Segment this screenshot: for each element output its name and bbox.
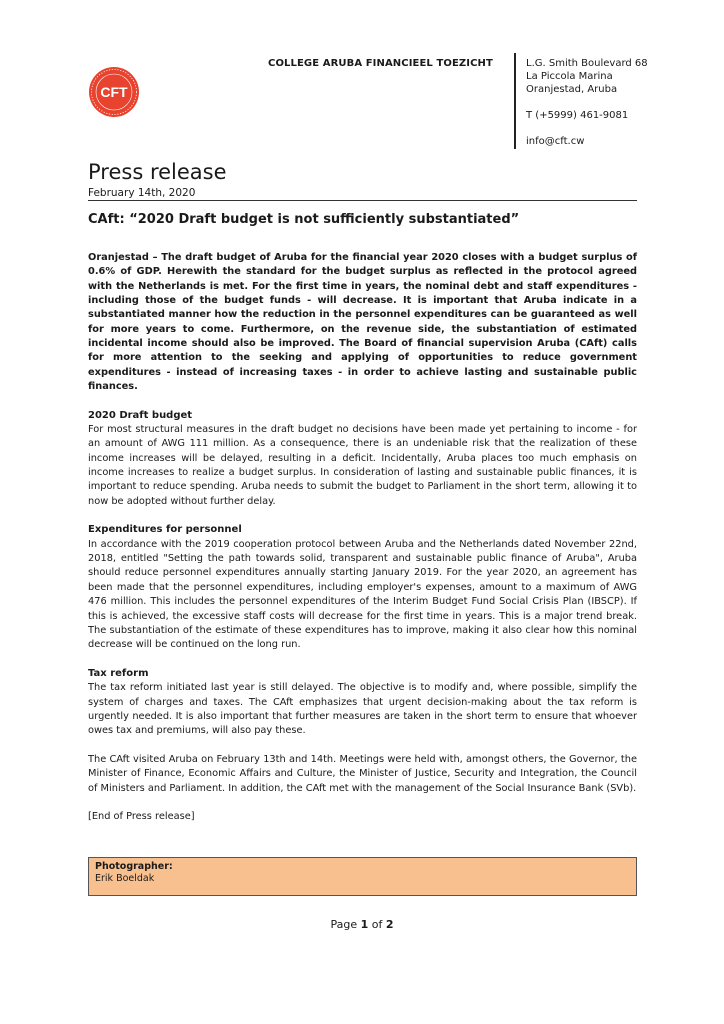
phone-number: T (+5999) 461-9081 <box>526 110 629 121</box>
of-word: of <box>371 918 383 931</box>
photographer-box <box>88 857 637 896</box>
photographer-name: Erik Boeldak <box>95 873 155 884</box>
section-text-tax-reform: The tax reform initiated last year is still delayed. The objective is to modify and, where possible, simplify the system of charges and taxes. The CAft emphasizes that urgent decision-making about the tax reform is urgently needed. It is also important that further measures are taken in the short term to ensure that whoever owes tax and premiums, will also pay these. <box>88 682 637 737</box>
lead-paragraph: Oranjestad – The draft budget of Aruba for the financial year 2020 closes with a budget surplus of 0.6% of GDP. Herewith the standard for the budget surplus as reflected in the protocol agreed with the Netherlands is met. For the first time in years, the nominal debt and staff expenditures - including those of the budget funds - will decrease. It is important that Aruba indicate in a substantiated manner how the reduction in the personnel expenditures can be guaranteed as well for more years to come. Furthermore, on the revenue side, the substantiation of estimated incidental income should also be improved. The Board of financial supervision Aruba (CAft) calls for more attention to the seeking and applying of opportunities to reduce government expenditures - instead of increasing taxes - in order to achieve lasting and sustainable public finances. <box>88 252 637 393</box>
section-text-personnel: In accordance with the 2019 cooperation protocol between Aruba and the Netherlands dated November 22nd, 2018, entitled "Setting the path towards solid, transparent and sustainable public finance of Aruba", Aruba should reduce personnel expenditures annually starting January 2019. For the year 2020, an agreement has been made that the personnel expenditures, including employer's expenses, amount to a maximum of AWG 476 million. This includes the personnel expenditures of the Interim Budget Fund Social Crisis Plan (IBSCP). If this is achieved, the excessive staff costs will decrease for the first time in years. This is a major trend break. The substantiation of the estimate of these expenditures has to improve, making it also clear how this nominal decrease will be continued on the long run. <box>88 538 637 651</box>
page-word: Page <box>330 918 358 931</box>
address-line-2: La Piccola Marina <box>526 71 613 82</box>
address-line-3: Oranjestad, Aruba <box>526 84 618 95</box>
headline: CAft: “2020 Draft budget is not sufficiently substantiated” <box>88 212 520 227</box>
organization-name: COLLEGE ARUBA FINANCIEEL TOEZICHT <box>268 58 493 69</box>
page-current: 1 <box>360 918 369 931</box>
cft-logo <box>88 66 140 118</box>
section-heading-personnel: Expenditures for personnel <box>88 524 242 536</box>
section-heading-draft-budget: 2020 Draft budget <box>88 409 193 421</box>
release-date: February 14th, 2020 <box>88 187 196 199</box>
end-note: [End of Press release] <box>88 811 195 823</box>
page-footer <box>0 918 724 931</box>
document-title: Press release <box>88 160 227 184</box>
address-line-1: L.G. Smith Boulevard 68 <box>526 58 648 69</box>
address-block <box>526 57 648 148</box>
email-address: info@cft.cw <box>526 136 585 147</box>
section-heading-tax-reform: Tax reform <box>88 667 149 679</box>
title-divider <box>88 200 637 201</box>
article-body <box>88 251 637 839</box>
photographer-label: Photographer: <box>95 861 173 872</box>
section-text-draft-budget: For most structural measures in the draft budget no decisions have been made yet pertaining to income - for an amount of AWG 111 million. As a consequence, there is an undeniable risk that the realization of these income increases will be delayed, resulting in a deficit. Incidentally, Aruba places too much emphasis on income increases to realize a budget surplus. In consideration of lasting and sustainable public finances, it is important to reduce spending. Aruba needs to submit the budget to Parliament in the short term, allowing it to now be adopted without further delay. <box>88 424 637 507</box>
page-total: 2 <box>385 918 394 931</box>
header-divider <box>514 53 516 149</box>
visit-paragraph: The CAft visited Aruba on February 13th and 14th. Meetings were held with, amongst others, the Governor, the Minister of Finance, Economic Affairs and Culture, the Minister of Justice, Security and Integration, the Council of Ministers and Parliament. In addition, the CAft met with the management of the Social Insurance Bank (SVb). <box>88 753 637 794</box>
logo-text: CFT <box>100 84 128 100</box>
